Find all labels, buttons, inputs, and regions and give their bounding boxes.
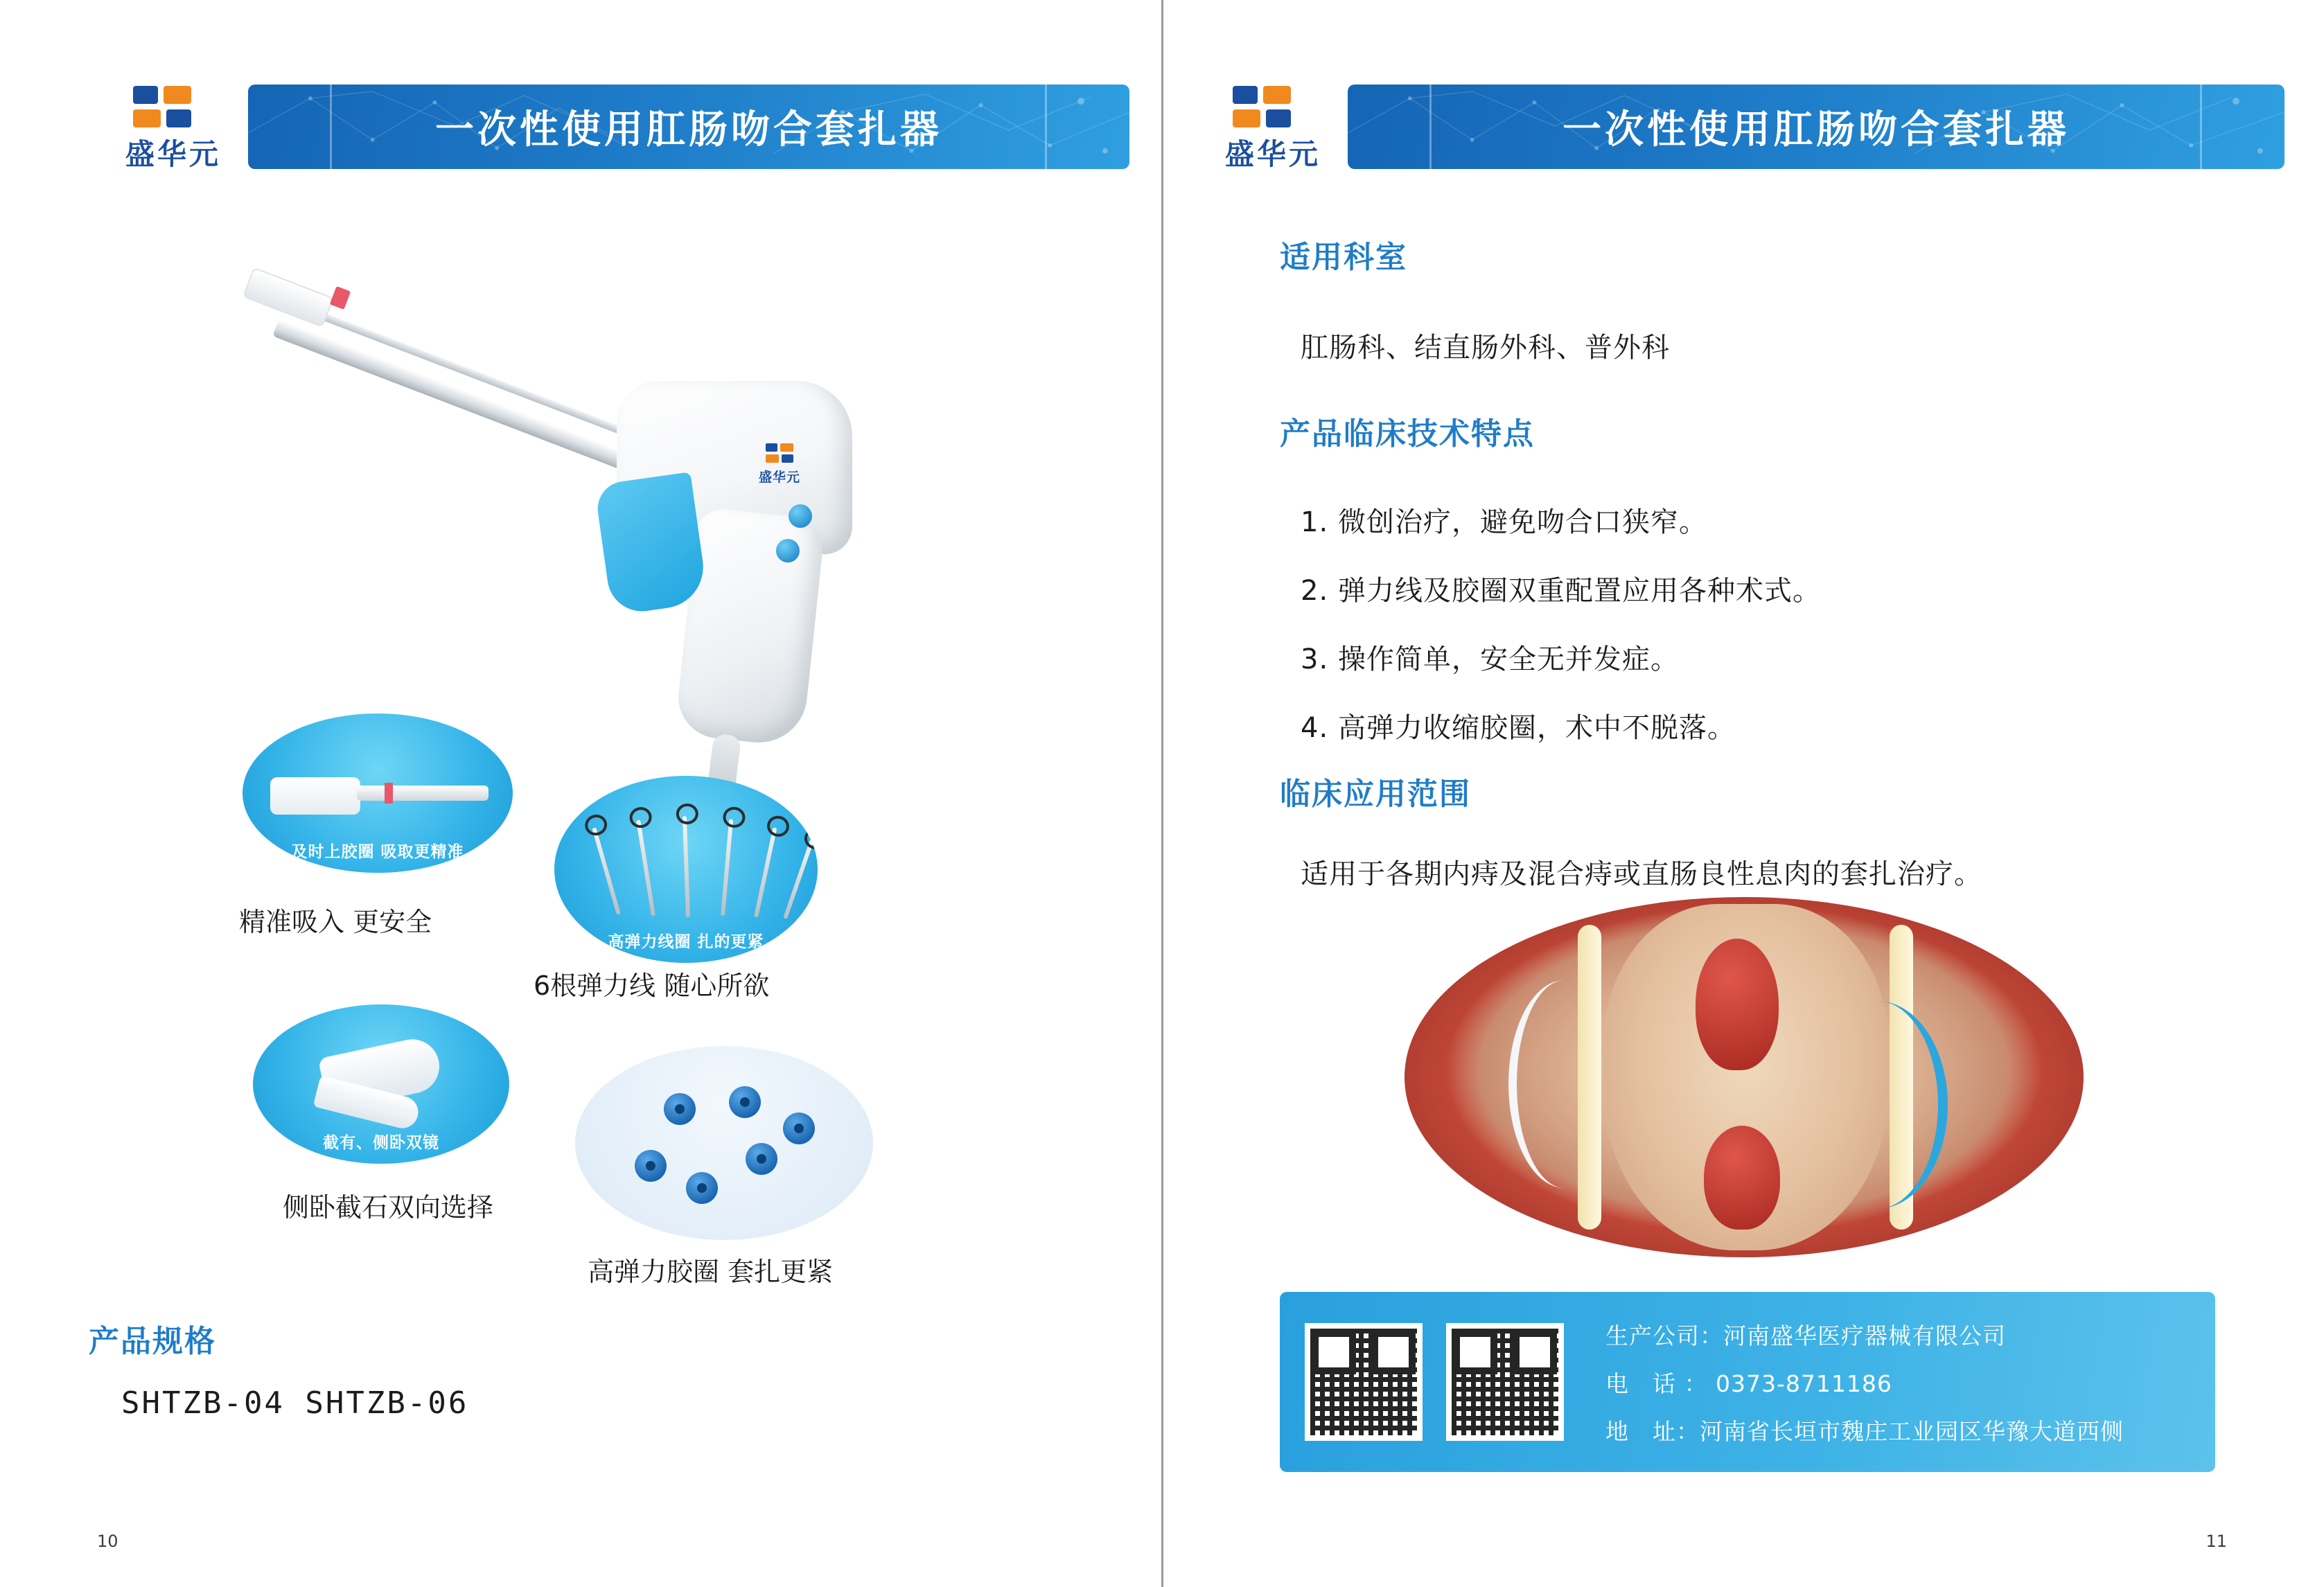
feature-bubble-2-caption: 高弹力线圈 扎的更紧 bbox=[608, 933, 764, 951]
device-brand-name: 盛华元 bbox=[758, 470, 800, 485]
device-brand-logo bbox=[738, 443, 821, 486]
qr-code-1[interactable] bbox=[1305, 1323, 1423, 1441]
device-button-lower bbox=[776, 539, 800, 562]
shenghuayuan-logo-icon bbox=[133, 86, 193, 129]
list-item-text: 微创治疗，避免吻合口狭窄。 bbox=[1338, 506, 1707, 538]
spec-heading: 产品规格 bbox=[89, 1324, 216, 1359]
contact-company: 生产公司：河南盛华医疗器械有限公司 bbox=[1605, 1322, 2006, 1349]
feature-bubble-3 bbox=[253, 1004, 509, 1164]
shenghuayuan-logo-icon bbox=[1233, 86, 1292, 129]
anatomy-illustration bbox=[1280, 897, 2208, 1264]
page-right bbox=[1162, 0, 2324, 1587]
feature-label-1: 精准吸入 更安全 bbox=[239, 907, 432, 937]
section-text-department: 肛肠科、结直肠外科、普外科 bbox=[1301, 332, 1670, 364]
brand-logo bbox=[104, 82, 243, 172]
list-item bbox=[1301, 706, 2201, 745]
device-trigger bbox=[594, 472, 708, 616]
page-left-title: 一次性使用肛肠吻合套扎器 bbox=[435, 107, 942, 152]
section-heading-department: 适用科室 bbox=[1280, 240, 1407, 275]
device-button-upper bbox=[789, 504, 812, 528]
spec-value: SHTZB-04 SHTZB-06 bbox=[121, 1385, 469, 1421]
page-right-header bbox=[1204, 82, 2285, 172]
list-item bbox=[1301, 500, 2201, 540]
list-item bbox=[1301, 637, 2201, 677]
section-heading-scope: 临床应用范围 bbox=[1280, 777, 1471, 812]
list-item bbox=[1301, 569, 2201, 608]
page-divider bbox=[1161, 0, 1163, 1587]
page-left-title-bar bbox=[248, 85, 1129, 169]
contact-phone: 电 话 ： 0373-8711186 bbox=[1605, 1369, 1892, 1397]
contact-info bbox=[1605, 1318, 2124, 1446]
page-number-right: 11 bbox=[2206, 1532, 2227, 1551]
list-item-number: 2. bbox=[1301, 575, 1329, 607]
feature-list bbox=[1301, 500, 2201, 774]
brand-logo-right bbox=[1204, 82, 1342, 172]
contact-address: 地 址：河南省长垣市魏庄工业园区华豫大道西侧 bbox=[1605, 1417, 2124, 1445]
page-number-left: 10 bbox=[97, 1532, 118, 1551]
feature-bubble-3-caption: 截有、侧卧双镜 bbox=[323, 1134, 439, 1152]
list-item-number: 1. bbox=[1301, 506, 1329, 538]
list-item-text: 操作简单，安全无并发症。 bbox=[1338, 644, 1679, 675]
page-right-title: 一次性使用肛肠吻合套扎器 bbox=[1562, 107, 2070, 152]
section-text-scope: 适用于各期内痔及混合痔或直肠良性息肉的套扎治疗。 bbox=[1301, 858, 1982, 890]
page-right-title-bar bbox=[1348, 85, 2285, 169]
qr-code-2[interactable] bbox=[1446, 1323, 1564, 1441]
feature-label-2: 6根弹力线 随心所欲 bbox=[534, 970, 770, 1001]
list-item-number: 4. bbox=[1301, 712, 1329, 744]
section-heading-features: 产品临床技术特点 bbox=[1280, 416, 1535, 452]
feature-label-3: 侧卧截石双向选择 bbox=[283, 1192, 494, 1223]
list-item-text: 高弹力收缩胶圈，术中不脱落。 bbox=[1338, 712, 1736, 744]
feature-bubble-1 bbox=[243, 713, 513, 873]
feature-bubble-1-caption: 及时上胶圈 吸取更精准 bbox=[291, 843, 464, 861]
page-left-header bbox=[104, 82, 1129, 172]
contact-card bbox=[1280, 1292, 2215, 1472]
brand-name-right: 盛华元 bbox=[1224, 137, 1321, 171]
feature-bubble-4 bbox=[575, 1046, 873, 1240]
list-item-number: 3. bbox=[1301, 644, 1329, 675]
feature-bubble-2 bbox=[554, 776, 818, 963]
feature-label-4: 高弹力胶圈 套扎更紧 bbox=[588, 1257, 834, 1287]
list-item-text: 弹力线及胶圈双重配置应用各种术式。 bbox=[1338, 575, 1821, 607]
brand-name: 盛华元 bbox=[125, 137, 221, 171]
